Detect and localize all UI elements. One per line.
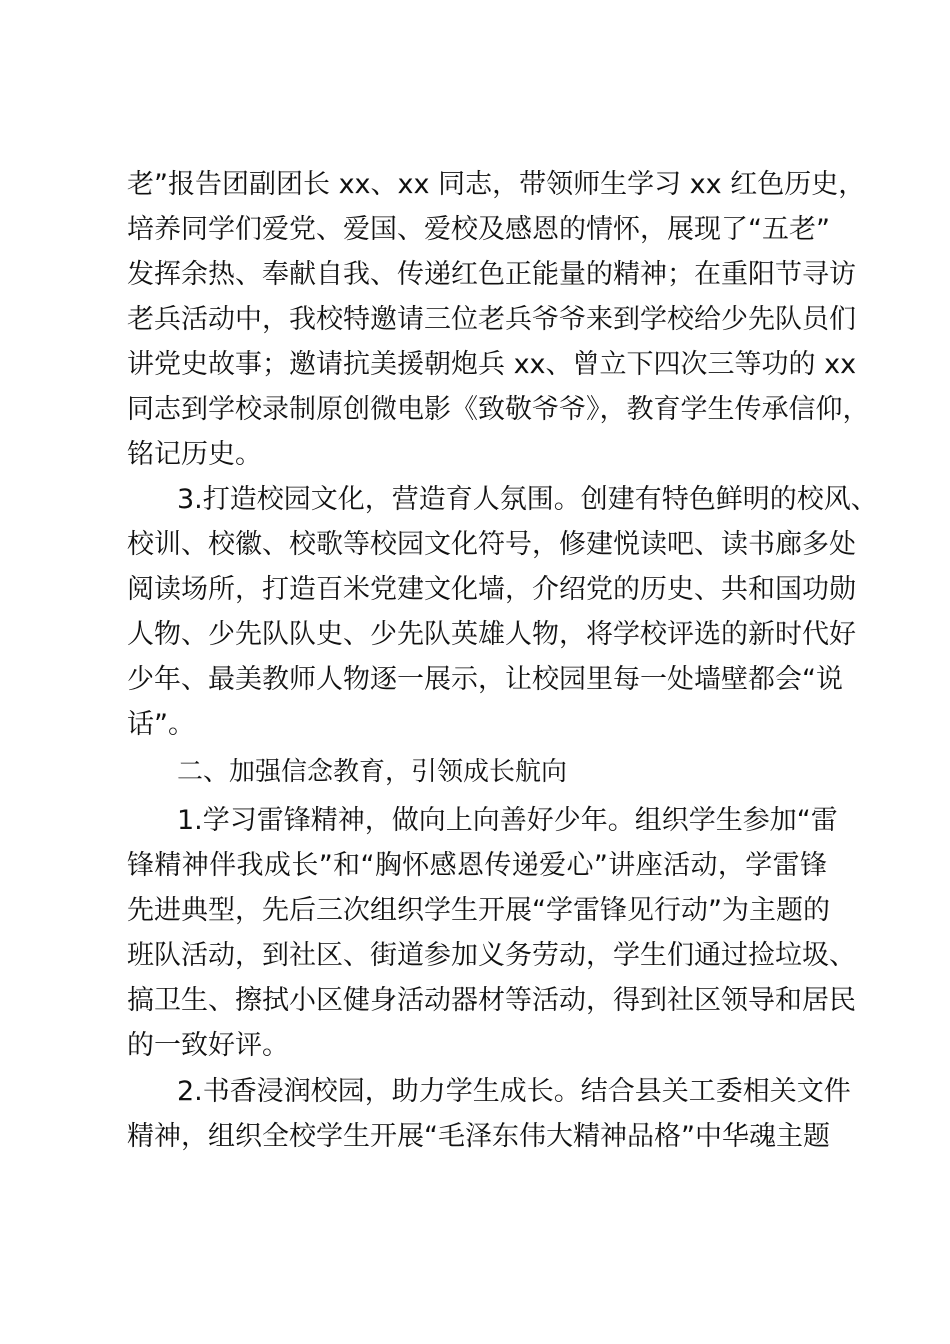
paragraph-start-line: 1.学习雷锋精神，做向上向善好少年。组织学生参加“雷 — [177, 805, 838, 836]
body-text-line: 同志到学校录制原创微电影《致敬爷爷》，教育学生传承信仰， — [127, 394, 870, 425]
body-text-line: 讲党史故事；邀请抗美援朝炮兵 xx、曾立下四次三等功的 xx — [127, 349, 857, 380]
body-text-line: 话”。 — [127, 709, 195, 740]
paragraph-start-line: 2.书香浸润校园，助力学生成长。结合县关工委相关文件 — [177, 1076, 851, 1107]
body-text-line: 搞卫生、擦拭小区健身活动器材等活动，得到社区领导和居民 — [127, 985, 856, 1016]
body-text-line: 班队活动，到社区、街道参加义务劳动，学生们通过捡垃圾、 — [127, 940, 856, 971]
body-text-line: 老”报告团副团长 xx、xx 同志，带领师生学习 xx 红色历史， — [127, 169, 866, 200]
body-text-line: 发挥余热、奉献自我、传递红色正能量的精神；在重阳节寻访 — [127, 259, 856, 290]
body-text-line: 老兵活动中，我校特邀请三位老兵爷爷来到学校给少先队员们 — [127, 304, 856, 335]
body-text-line: 少年、最美教师人物逐一展示，让校园里每一处墙壁都会“说 — [127, 664, 843, 695]
body-text-line: 锋精神伴我成长”和“胸怀感恩传递爱心”讲座活动，学雷锋 — [127, 850, 827, 881]
body-text-line: 的一致好评。 — [127, 1030, 289, 1061]
paragraph-start-line: 3.打造校园文化，营造育人氛围。创建有特色鲜明的校风、 — [177, 484, 878, 515]
body-text-line: 培养同学们爱党、爱国、爱校及感恩的情怀，展现了“五老” — [127, 214, 830, 245]
body-text-line: 人物、少先队队史、少先队英雄人物，将学校评选的新时代好 — [127, 619, 856, 650]
body-text-line: 先进典型，先后三次组织学生开展“学雷锋见行动”为主题的 — [127, 895, 830, 926]
section-heading: 二、加强信念教育，引领成长航向 — [177, 757, 568, 787]
body-text-line: 精神，组织全校学生开展“毛泽东伟大精神品格”中华魂主题 — [127, 1121, 830, 1152]
body-text-line: 铭记历史。 — [127, 439, 262, 470]
body-text-line: 阅读场所，打造百米党建文化墙，介绍党的历史、共和国功勋 — [127, 574, 856, 605]
body-text-line: 校训、校徽、校歌等校园文化符号，修建悦读吧、读书廊多处 — [127, 529, 856, 560]
